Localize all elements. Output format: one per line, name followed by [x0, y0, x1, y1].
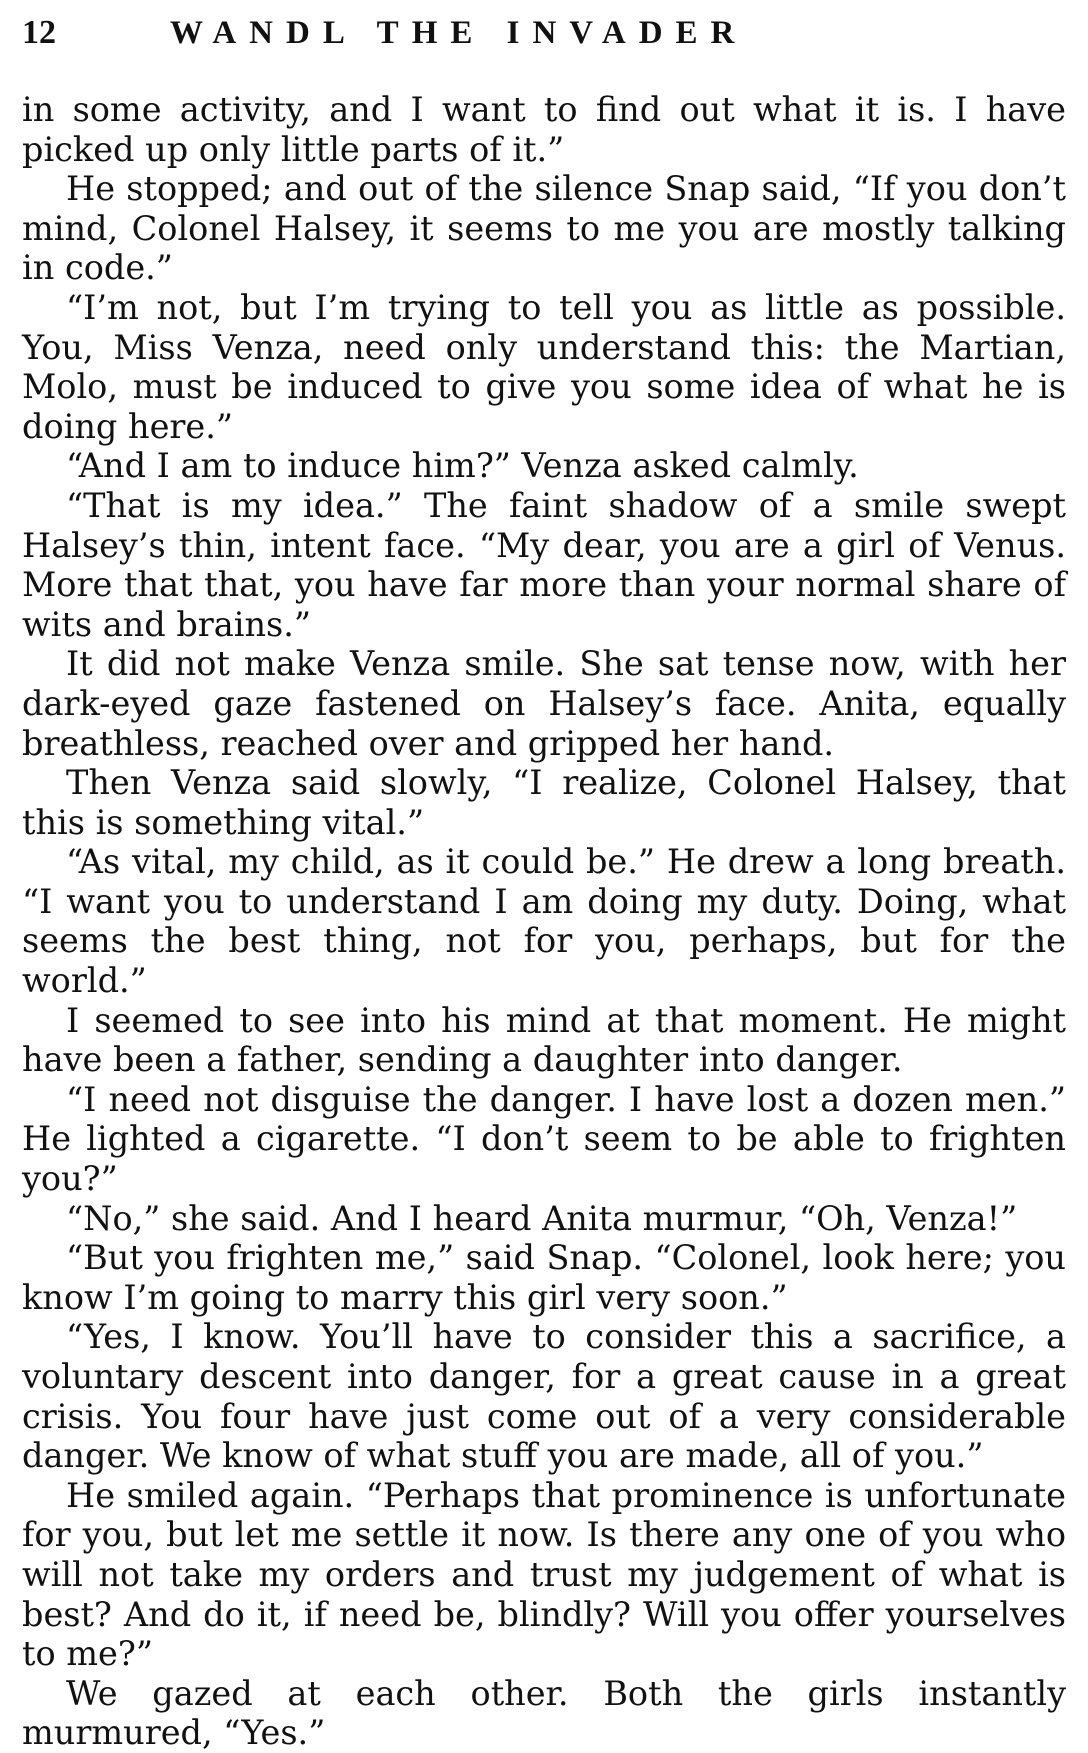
paragraph: We gazed at each other. Both the girls instantly murmured, “Yes.” — [22, 1673, 1066, 1753]
book-title: WANDL THE INVADER — [170, 15, 748, 51]
paragraph: He stopped; and out of the silence Snap said, “If you don’t mind, Colonel Halsey, it seems to me you are mostly talking in code.” — [22, 169, 1066, 288]
book-page — [22, 14, 1066, 1753]
paragraph: in some activity, and I want to find out what it is. I have picked up only little parts of it.” — [22, 90, 1066, 169]
paragraph: I seemed to see into his mind at that moment. He might have been a father, sending a daughter into danger. — [22, 1000, 1066, 1080]
paragraph: “No,” she said. And I heard Anita murmur, “Oh, Venza!” — [66, 1198, 1018, 1238]
body-text — [22, 90, 1066, 1753]
paragraph: “That is my idea.” The faint shadow of a smile swept Halsey’s thin, intent face. “My dear, you are a girl of Venus. More that that, you have far more than your normal share of wits and brains.” — [22, 485, 1066, 644]
paragraph: “As vital, my child, as it could be.” He drew a long breath. “I want you to understand I am doing my duty. Doing, what seems the best thing, not for you, perhaps, but for the world.” — [22, 842, 1066, 1001]
paragraph: “Yes, I know. You’ll have to consider this a sacrifice, a voluntary descent into danger, for a great cause in a great crisis. You four have just come out of a very considerable danger. We know of what stuff you are made, all of you.” — [22, 1317, 1066, 1476]
paragraph: “And I am to induce him?” Venza asked calmly. — [66, 446, 859, 486]
page-number: 12 — [22, 14, 56, 51]
paragraph: He smiled again. “Perhaps that prominence is unfortunate for you, but let me settle it now. Is there any one of you who will not take my orders and trust my judgement of what is best? And do it, if need be, blindly? Will you offer yourselves to me?” — [22, 1475, 1066, 1674]
paragraph: “But you frighten me,” said Snap. “Colonel, look here; you know I’m going to marry this girl very soon.” — [22, 1238, 1066, 1317]
paragraph: It did not make Venza smile. She sat tense now, with her dark-eyed gaze fastened on Halsey’s face. Anita, equally breathless, reached over and gripped her hand. — [22, 644, 1066, 763]
running-head — [22, 14, 1066, 58]
paragraph: “I need not disguise the danger. I have lost a dozen men.” He lighted a cigarette. “I don’t seem to be able to frighten you?” — [22, 1079, 1066, 1199]
paragraph: Then Venza said slowly, “I realize, Colonel Halsey, that this is something vital.” — [22, 763, 1066, 842]
paragraph: “I’m not, but I’m trying to tell you as little as possible. You, Miss Venza, need only understand this: the Martian, Molo, must be induced to give you some idea of what he is doing here.” — [22, 287, 1066, 446]
